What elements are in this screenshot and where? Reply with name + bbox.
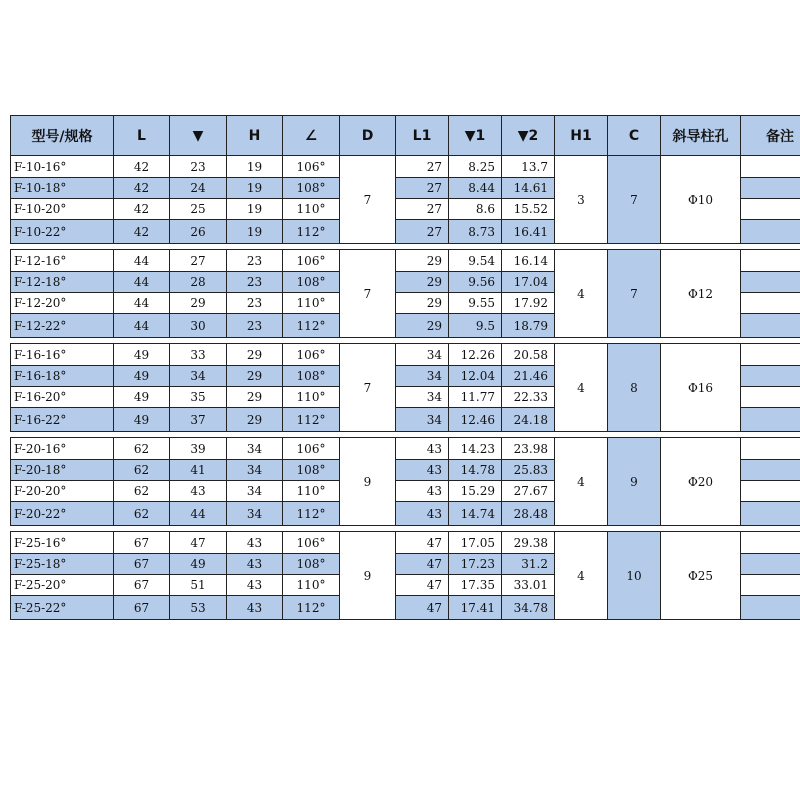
l1-cell: 43 bbox=[396, 438, 449, 460]
c-cell: 10 bbox=[608, 532, 661, 620]
v1-cell: 9.56 bbox=[449, 272, 502, 293]
angle-cell: 112° bbox=[283, 502, 340, 526]
v1-cell: 9.5 bbox=[449, 314, 502, 338]
d-cell: 7 bbox=[340, 156, 396, 244]
model-cell: F-20-20° bbox=[11, 481, 114, 502]
angle-cell: 106° bbox=[283, 156, 340, 178]
h1-cell: 4 bbox=[555, 250, 608, 338]
h-cell: 43 bbox=[227, 532, 283, 554]
angle-cell: 108° bbox=[283, 366, 340, 387]
hole-cell: Φ20 bbox=[661, 438, 741, 526]
hole-cell: Φ10 bbox=[661, 156, 741, 244]
v-cell: 33 bbox=[170, 344, 227, 366]
l1-cell: 27 bbox=[396, 199, 449, 220]
model-cell: F-20-16° bbox=[11, 438, 114, 460]
v2-cell: 34.78 bbox=[502, 596, 555, 620]
v2-cell: 25.83 bbox=[502, 460, 555, 481]
h-cell: 23 bbox=[227, 314, 283, 338]
note-cell bbox=[741, 344, 800, 366]
hole-cell: Φ12 bbox=[661, 250, 741, 338]
header-l: L bbox=[114, 116, 170, 156]
d-cell: 9 bbox=[340, 438, 396, 526]
model-cell: F-10-22° bbox=[11, 220, 114, 244]
model-cell: F-16-18° bbox=[11, 366, 114, 387]
h1-cell: 4 bbox=[555, 344, 608, 432]
v-cell: 41 bbox=[170, 460, 227, 481]
angle-cell: 106° bbox=[283, 438, 340, 460]
v2-cell: 18.79 bbox=[502, 314, 555, 338]
c-cell: 8 bbox=[608, 344, 661, 432]
l1-cell: 47 bbox=[396, 532, 449, 554]
v-cell: 26 bbox=[170, 220, 227, 244]
l1-cell: 27 bbox=[396, 178, 449, 199]
table-row bbox=[11, 250, 800, 272]
l-cell: 49 bbox=[114, 366, 170, 387]
v2-cell: 15.52 bbox=[502, 199, 555, 220]
model-cell: F-16-22° bbox=[11, 408, 114, 432]
v1-cell: 9.55 bbox=[449, 293, 502, 314]
h-cell: 34 bbox=[227, 502, 283, 526]
model-cell: F-25-18° bbox=[11, 554, 114, 575]
spec-table bbox=[10, 115, 800, 620]
l1-cell: 29 bbox=[396, 314, 449, 338]
l1-cell: 34 bbox=[396, 387, 449, 408]
h1-cell: 3 bbox=[555, 156, 608, 244]
l1-cell: 34 bbox=[396, 366, 449, 387]
l1-cell: 34 bbox=[396, 408, 449, 432]
v2-cell: 16.14 bbox=[502, 250, 555, 272]
v1-cell: 8.25 bbox=[449, 156, 502, 178]
l-cell: 44 bbox=[114, 272, 170, 293]
v-cell: 43 bbox=[170, 481, 227, 502]
header-v: ▼ bbox=[170, 116, 227, 156]
v2-cell: 29.38 bbox=[502, 532, 555, 554]
v2-cell: 20.58 bbox=[502, 344, 555, 366]
l-cell: 42 bbox=[114, 199, 170, 220]
angle-cell: 108° bbox=[283, 554, 340, 575]
angle-cell: 110° bbox=[283, 387, 340, 408]
angle-cell: 106° bbox=[283, 344, 340, 366]
header-l1: L1 bbox=[396, 116, 449, 156]
note-cell bbox=[741, 272, 800, 293]
h-cell: 23 bbox=[227, 293, 283, 314]
l1-cell: 27 bbox=[396, 156, 449, 178]
v-cell: 23 bbox=[170, 156, 227, 178]
l-cell: 49 bbox=[114, 387, 170, 408]
v1-cell: 12.46 bbox=[449, 408, 502, 432]
v-cell: 44 bbox=[170, 502, 227, 526]
model-cell: F-10-18° bbox=[11, 178, 114, 199]
note-cell bbox=[741, 220, 800, 244]
v1-cell: 11.77 bbox=[449, 387, 502, 408]
l-cell: 44 bbox=[114, 314, 170, 338]
l1-cell: 47 bbox=[396, 554, 449, 575]
l-cell: 67 bbox=[114, 596, 170, 620]
v1-cell: 12.04 bbox=[449, 366, 502, 387]
h-cell: 23 bbox=[227, 250, 283, 272]
l-cell: 62 bbox=[114, 438, 170, 460]
angle-cell: 106° bbox=[283, 250, 340, 272]
l1-cell: 29 bbox=[396, 293, 449, 314]
v-cell: 39 bbox=[170, 438, 227, 460]
d-cell: 7 bbox=[340, 344, 396, 432]
model-cell: F-25-22° bbox=[11, 596, 114, 620]
v2-cell: 22.33 bbox=[502, 387, 555, 408]
model-cell: F-25-20° bbox=[11, 575, 114, 596]
angle-cell: 110° bbox=[283, 293, 340, 314]
model-cell: F-10-20° bbox=[11, 199, 114, 220]
h-cell: 34 bbox=[227, 481, 283, 502]
header-h: H bbox=[227, 116, 283, 156]
angle-cell: 110° bbox=[283, 481, 340, 502]
l-cell: 49 bbox=[114, 344, 170, 366]
v-cell: 51 bbox=[170, 575, 227, 596]
v-cell: 47 bbox=[170, 532, 227, 554]
header-note: 备注 bbox=[741, 116, 800, 156]
v2-cell: 28.48 bbox=[502, 502, 555, 526]
v-cell: 30 bbox=[170, 314, 227, 338]
l1-cell: 29 bbox=[396, 250, 449, 272]
header-model: 型号/规格 bbox=[11, 116, 114, 156]
angle-cell: 112° bbox=[283, 220, 340, 244]
h-cell: 19 bbox=[227, 178, 283, 199]
angle-cell: 112° bbox=[283, 408, 340, 432]
note-cell bbox=[741, 554, 800, 575]
l-cell: 62 bbox=[114, 481, 170, 502]
note-cell bbox=[741, 293, 800, 314]
model-cell: F-12-22° bbox=[11, 314, 114, 338]
v2-cell: 31.2 bbox=[502, 554, 555, 575]
l1-cell: 29 bbox=[396, 272, 449, 293]
l-cell: 62 bbox=[114, 460, 170, 481]
d-cell: 9 bbox=[340, 532, 396, 620]
model-cell: F-12-20° bbox=[11, 293, 114, 314]
l1-cell: 47 bbox=[396, 596, 449, 620]
l-cell: 62 bbox=[114, 502, 170, 526]
model-cell: F-20-22° bbox=[11, 502, 114, 526]
v2-cell: 27.67 bbox=[502, 481, 555, 502]
note-cell bbox=[741, 366, 800, 387]
header-hole: 斜导柱孔 bbox=[661, 116, 741, 156]
header-h1: H1 bbox=[555, 116, 608, 156]
l1-cell: 43 bbox=[396, 460, 449, 481]
d-cell: 7 bbox=[340, 250, 396, 338]
h-cell: 34 bbox=[227, 460, 283, 481]
header-angle: ∠ bbox=[283, 116, 340, 156]
angle-cell: 110° bbox=[283, 199, 340, 220]
note-cell bbox=[741, 502, 800, 526]
header-c: C bbox=[608, 116, 661, 156]
angle-cell: 110° bbox=[283, 575, 340, 596]
l1-cell: 47 bbox=[396, 575, 449, 596]
table-row bbox=[11, 156, 800, 178]
h-cell: 19 bbox=[227, 156, 283, 178]
note-cell bbox=[741, 481, 800, 502]
angle-cell: 108° bbox=[283, 178, 340, 199]
v-cell: 37 bbox=[170, 408, 227, 432]
h-cell: 43 bbox=[227, 596, 283, 620]
v2-cell: 17.92 bbox=[502, 293, 555, 314]
v1-cell: 14.23 bbox=[449, 438, 502, 460]
note-cell bbox=[741, 596, 800, 620]
model-cell: F-10-16° bbox=[11, 156, 114, 178]
h-cell: 23 bbox=[227, 272, 283, 293]
l1-cell: 43 bbox=[396, 502, 449, 526]
v1-cell: 8.6 bbox=[449, 199, 502, 220]
v1-cell: 15.29 bbox=[449, 481, 502, 502]
header-v2: ▼2 bbox=[502, 116, 555, 156]
angle-cell: 108° bbox=[283, 272, 340, 293]
l-cell: 49 bbox=[114, 408, 170, 432]
v1-cell: 12.26 bbox=[449, 344, 502, 366]
l-cell: 42 bbox=[114, 178, 170, 199]
v2-cell: 33.01 bbox=[502, 575, 555, 596]
v2-cell: 24.18 bbox=[502, 408, 555, 432]
c-cell: 7 bbox=[608, 250, 661, 338]
model-cell: F-16-20° bbox=[11, 387, 114, 408]
h-cell: 34 bbox=[227, 438, 283, 460]
l-cell: 67 bbox=[114, 554, 170, 575]
v2-cell: 21.46 bbox=[502, 366, 555, 387]
l-cell: 44 bbox=[114, 250, 170, 272]
v1-cell: 17.23 bbox=[449, 554, 502, 575]
h1-cell: 4 bbox=[555, 438, 608, 526]
note-cell bbox=[741, 199, 800, 220]
v-cell: 29 bbox=[170, 293, 227, 314]
v-cell: 53 bbox=[170, 596, 227, 620]
note-cell bbox=[741, 387, 800, 408]
v-cell: 35 bbox=[170, 387, 227, 408]
v1-cell: 8.73 bbox=[449, 220, 502, 244]
v-cell: 25 bbox=[170, 199, 227, 220]
model-cell: F-12-18° bbox=[11, 272, 114, 293]
note-cell bbox=[741, 438, 800, 460]
v-cell: 27 bbox=[170, 250, 227, 272]
v1-cell: 9.54 bbox=[449, 250, 502, 272]
h-cell: 29 bbox=[227, 344, 283, 366]
hole-cell: Φ16 bbox=[661, 344, 741, 432]
angle-cell: 106° bbox=[283, 532, 340, 554]
table-row bbox=[11, 344, 800, 366]
v1-cell: 17.05 bbox=[449, 532, 502, 554]
l-cell: 42 bbox=[114, 156, 170, 178]
header-d: D bbox=[340, 116, 396, 156]
note-cell bbox=[741, 156, 800, 178]
header-v1: ▼1 bbox=[449, 116, 502, 156]
note-cell bbox=[741, 408, 800, 432]
l-cell: 67 bbox=[114, 532, 170, 554]
model-cell: F-12-16° bbox=[11, 250, 114, 272]
v1-cell: 14.74 bbox=[449, 502, 502, 526]
angle-cell: 108° bbox=[283, 460, 340, 481]
table-row bbox=[11, 532, 800, 554]
l1-cell: 34 bbox=[396, 344, 449, 366]
h-cell: 29 bbox=[227, 408, 283, 432]
note-cell bbox=[741, 460, 800, 481]
v2-cell: 14.61 bbox=[502, 178, 555, 199]
h-cell: 19 bbox=[227, 199, 283, 220]
l-cell: 44 bbox=[114, 293, 170, 314]
v-cell: 34 bbox=[170, 366, 227, 387]
l-cell: 67 bbox=[114, 575, 170, 596]
angle-cell: 112° bbox=[283, 596, 340, 620]
v1-cell: 17.41 bbox=[449, 596, 502, 620]
table-row bbox=[11, 438, 800, 460]
l-cell: 42 bbox=[114, 220, 170, 244]
c-cell: 7 bbox=[608, 156, 661, 244]
v2-cell: 16.41 bbox=[502, 220, 555, 244]
note-cell bbox=[741, 532, 800, 554]
v2-cell: 13.7 bbox=[502, 156, 555, 178]
note-cell bbox=[741, 314, 800, 338]
c-cell: 9 bbox=[608, 438, 661, 526]
v1-cell: 8.44 bbox=[449, 178, 502, 199]
v1-cell: 17.35 bbox=[449, 575, 502, 596]
v-cell: 49 bbox=[170, 554, 227, 575]
model-cell: F-16-16° bbox=[11, 344, 114, 366]
l1-cell: 43 bbox=[396, 481, 449, 502]
note-cell bbox=[741, 575, 800, 596]
v2-cell: 17.04 bbox=[502, 272, 555, 293]
angle-cell: 112° bbox=[283, 314, 340, 338]
v-cell: 24 bbox=[170, 178, 227, 199]
h-cell: 19 bbox=[227, 220, 283, 244]
model-cell: F-25-16° bbox=[11, 532, 114, 554]
h-cell: 29 bbox=[227, 366, 283, 387]
h-cell: 43 bbox=[227, 575, 283, 596]
model-cell: F-20-18° bbox=[11, 460, 114, 481]
v1-cell: 14.78 bbox=[449, 460, 502, 481]
hole-cell: Φ25 bbox=[661, 532, 741, 620]
header-row bbox=[11, 116, 800, 156]
v-cell: 28 bbox=[170, 272, 227, 293]
note-cell bbox=[741, 178, 800, 199]
l1-cell: 27 bbox=[396, 220, 449, 244]
note-cell bbox=[741, 250, 800, 272]
h-cell: 43 bbox=[227, 554, 283, 575]
h1-cell: 4 bbox=[555, 532, 608, 620]
h-cell: 29 bbox=[227, 387, 283, 408]
v2-cell: 23.98 bbox=[502, 438, 555, 460]
